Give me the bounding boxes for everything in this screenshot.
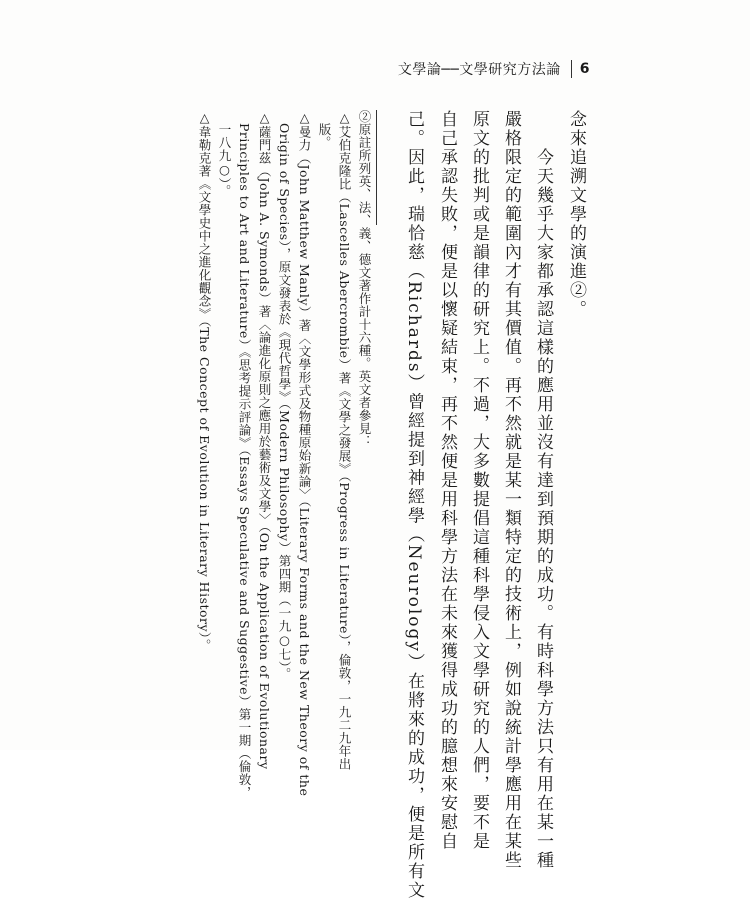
footnote-line: ②原註所列英、法、義、德文著作計十六種。英文者參見： <box>357 110 372 448</box>
footnote-line: △薩門茲（John A. Symonds）著〈論進化原則之應用於藝術及文學〉（On the Application of Evolutionary <box>257 110 272 770</box>
footnote-line: △曼力（John Matthew Manly）著〈文學形式及物種原始新論〉（Literary Forms and the New Theory of the <box>297 110 312 797</box>
body-line: 自己承認失敗，便是以懷疑結束，再不然便是用科學方法在未來獲得成功的臆想來安慰自 <box>437 110 457 851</box>
body-line: 己。因此，瑞恰慈（Richards）曾經提到神經學（Neurology）在將來的成功，便是所有文 <box>404 110 424 900</box>
page-number: 6 <box>579 61 590 77</box>
footnote-rule <box>376 110 377 225</box>
body-line: 念來追溯文學的演進②。 <box>566 110 586 319</box>
footnote-line: 版。 <box>317 110 332 149</box>
chapter-title: 文學論──文學研究方法論 <box>397 62 561 78</box>
footnote-line: Principles to Art and Literature）《思考提示評論》（Essays Speculative and Suggestive）第一期（倫敦， <box>237 110 252 799</box>
footnote-line: △韋勒克著《文學史中之進化觀念》（The Concept of Evolution in Literary History）。 <box>197 110 212 652</box>
footnote-line: △艾伯克隆比（Lascelles Abercrombie）著《文學之發展》（Progress in Literature），倫敦，一九二九年出 <box>337 110 352 771</box>
running-header <box>398 58 590 80</box>
footnote-line: 一八九○）。 <box>217 110 232 198</box>
body-line: 今天幾乎大家都承認這樣的應用並沒有達到預期的成功。有時科學方法只有用在某一種 <box>533 110 553 870</box>
header-divider <box>571 60 572 78</box>
footnote-line: Origin of Species），原文發表於《現代哲學》（Modern Philosophy）第四期（一九○七）。 <box>277 110 292 681</box>
body-line: 嚴格限定的範圍內才有其價值。再不然就是某一類特定的技術上，例如說統計學應用在某些 <box>501 110 521 870</box>
body-line: 原文的批判或是韻律的研究上。不過，大多數提倡這種科學侵入文學研究的人們，要不是 <box>469 110 489 851</box>
